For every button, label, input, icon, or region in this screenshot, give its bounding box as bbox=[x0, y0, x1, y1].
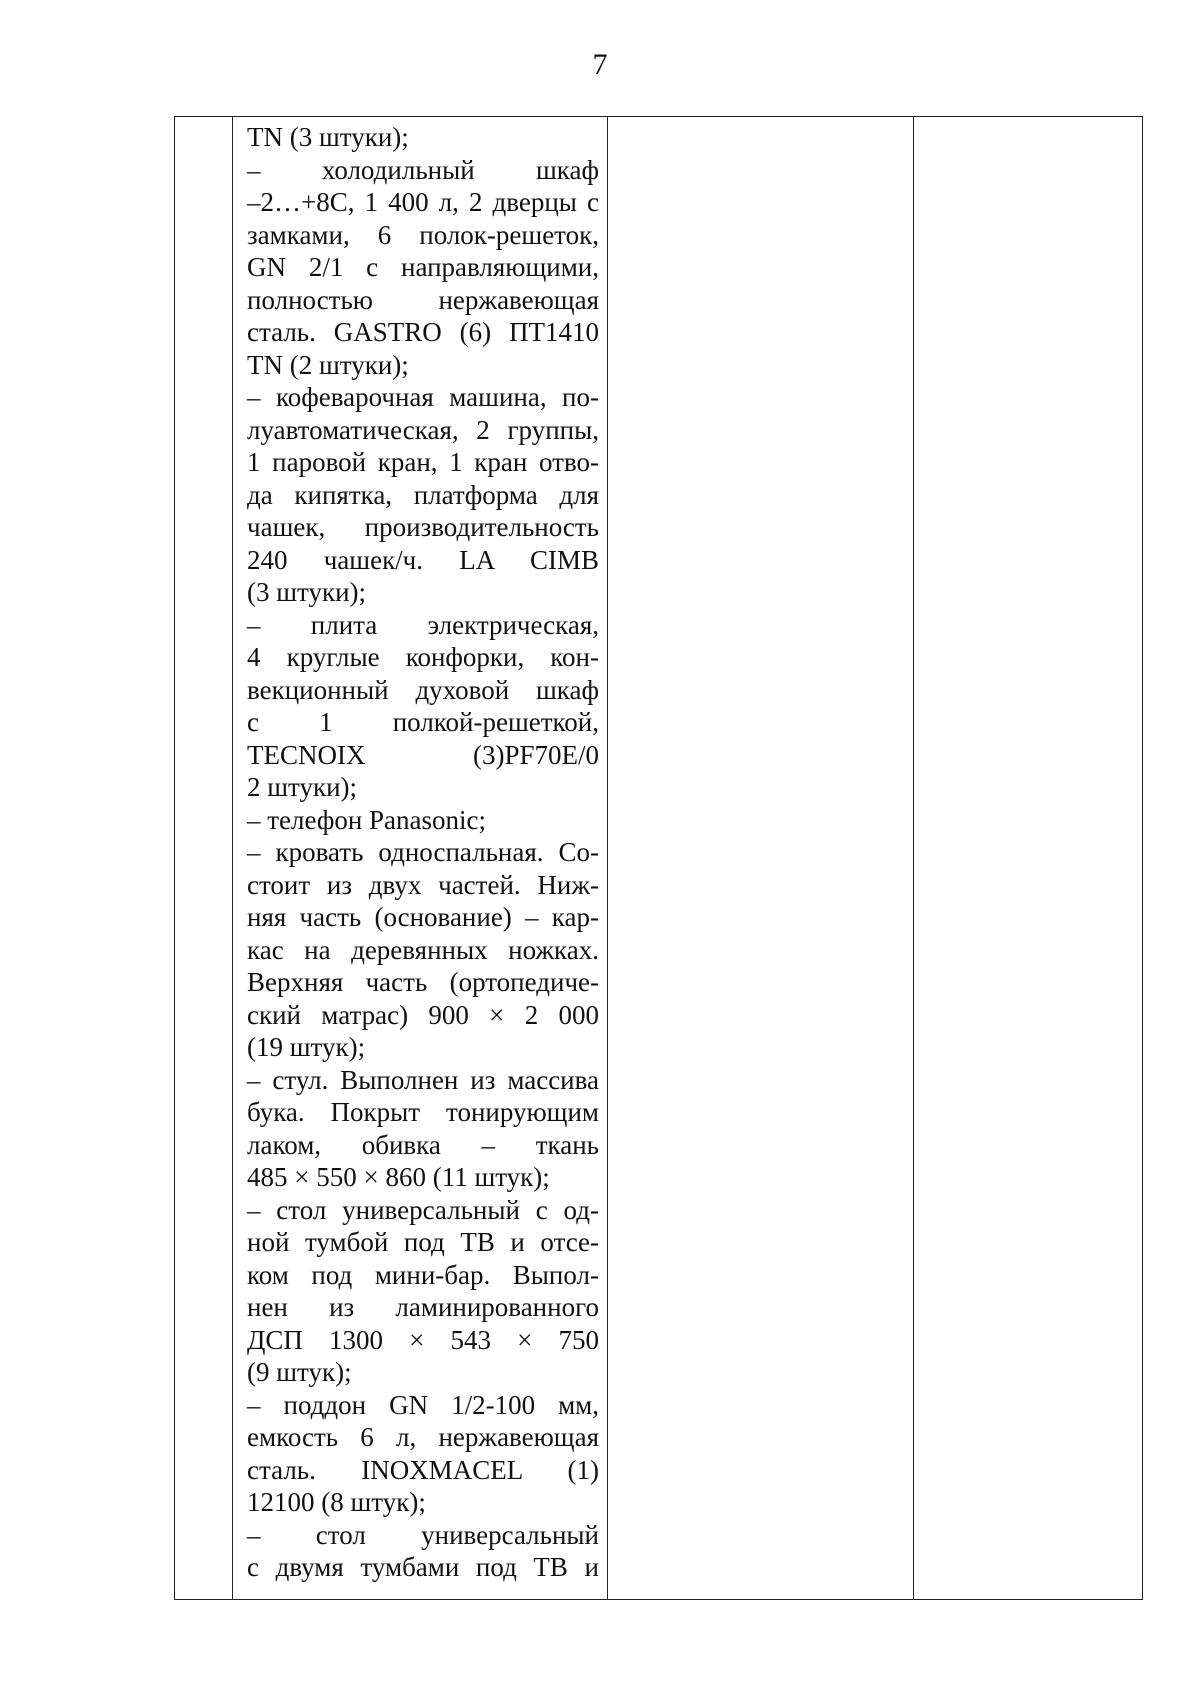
table-row bbox=[175, 117, 1143, 1600]
empty-cell-3 bbox=[608, 117, 914, 1600]
page-number: 7 bbox=[592, 48, 608, 81]
description-line: – холодильный шкаф bbox=[247, 154, 599, 185]
description-line: кас на деревянных ножках. bbox=[247, 934, 599, 965]
description-line: сталь. INOXMACEL (1) bbox=[247, 1454, 599, 1485]
number-cell bbox=[175, 117, 233, 1600]
description-line: – стол универсальный bbox=[247, 1519, 599, 1550]
description-line: замками, 6 полок-решеток, bbox=[247, 219, 599, 250]
description-line: нен из ламинированного bbox=[247, 1292, 599, 1322]
description-line: лаком, обивка – ткань bbox=[247, 1129, 599, 1160]
description-line: (3 штуки); bbox=[247, 577, 367, 607]
description-line: – телефон Panasonic; bbox=[247, 804, 486, 835]
description-line: бука. Покрыт тонирующим bbox=[247, 1097, 599, 1127]
description-line: (19 штук); bbox=[247, 1032, 366, 1062]
description-line: 485 × 550 × 860 (11 штук); bbox=[247, 1162, 550, 1192]
description-line: 12100 (8 штук); bbox=[247, 1487, 426, 1517]
description-line: сталь. GASTRO (6) ПТ1410 bbox=[247, 317, 599, 347]
description-line: – плита электрическая, bbox=[247, 609, 599, 640]
description-line: TN (3 штуки); bbox=[247, 122, 409, 152]
description-line: 4 круглые конфорки, кон- bbox=[247, 642, 599, 672]
description-line: – стул. Выполнен из массива bbox=[247, 1064, 599, 1095]
description-line: 1 паровой кран, 1 кран отво- bbox=[247, 447, 599, 477]
description-line: –2…+8С, 1 400 л, 2 дверцы с bbox=[247, 187, 599, 217]
description-line: векционный духовой шкаф bbox=[247, 674, 599, 705]
description-line: – кофеварочная машина, по- bbox=[247, 382, 599, 412]
description-line: ский матрас) 900 × 2 000 bbox=[247, 999, 599, 1030]
equipment-table bbox=[174, 116, 1143, 1600]
description-line: луавтоматическая, 2 группы, bbox=[247, 414, 599, 445]
description-line: няя часть (основание) – кар- bbox=[247, 902, 599, 932]
description-line: – стол универсальный с од- bbox=[247, 1194, 599, 1225]
description-line: TECNOIX (3)PF70E/0 bbox=[247, 739, 599, 770]
description-line: да кипятка, платформа для bbox=[247, 479, 599, 510]
description-line: Верхняя часть (ортопедиче- bbox=[247, 967, 599, 997]
description-line: 2 штуки); bbox=[247, 772, 358, 802]
description-line: ДСП 1300 × 543 × 750 bbox=[247, 1324, 599, 1355]
description-line: с 1 полкой-решеткой, bbox=[247, 707, 599, 737]
description-line: ком под мини-бар. Выпол- bbox=[247, 1259, 599, 1290]
description-line: 240 чашек/ч. LA CIMB bbox=[247, 544, 599, 575]
description-line: – поддон GN 1/2-100 мм, bbox=[247, 1389, 599, 1420]
description-line: (9 штук); bbox=[247, 1357, 352, 1387]
description-line: полностью нержавеющая bbox=[247, 284, 599, 315]
description-line: GN 2/1 с направляющими, bbox=[247, 252, 599, 282]
description-line: с двумя тумбами под ТВ и bbox=[247, 1552, 599, 1582]
description-line: стоит из двух частей. Ниж- bbox=[247, 869, 599, 900]
description-line: чашек, производительность bbox=[247, 512, 599, 542]
description-line: ной тумбой под ТВ и отсе- bbox=[247, 1227, 599, 1257]
description-line: TN (2 штуки); bbox=[247, 349, 409, 380]
description-text bbox=[233, 117, 607, 1584]
empty-cell-4 bbox=[914, 117, 1143, 1600]
description-line: – кровать односпальная. Со- bbox=[247, 837, 599, 867]
description-line: емкость 6 л, нержавеющая bbox=[247, 1422, 599, 1452]
description-cell bbox=[233, 117, 608, 1600]
